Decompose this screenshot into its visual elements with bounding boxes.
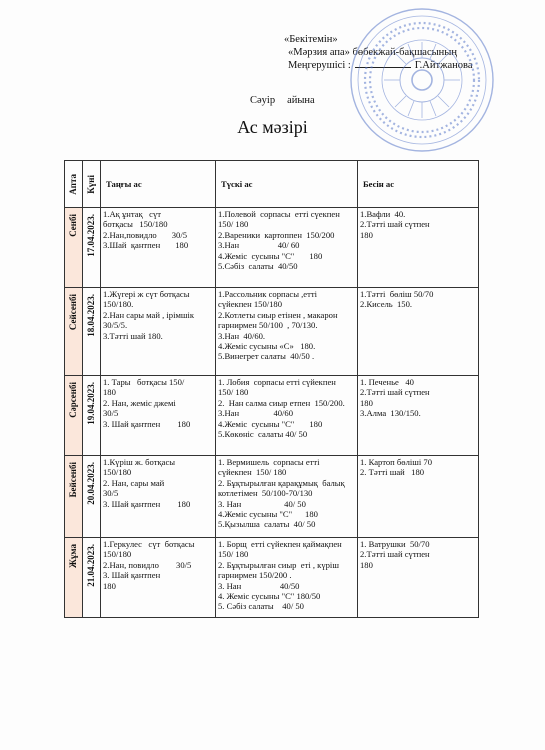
menu-line: 1.Рассольник сорпасы ,етті	[218, 289, 318, 299]
day-cell: Сәрсенбі	[65, 376, 83, 456]
menu-line: 2. Нан салма сиыр етпен 150/200.	[218, 397, 345, 408]
kindergarten-name: «Мәрзия апа» бөбекжай-бақшасының	[288, 47, 457, 58]
menu-line: 180	[360, 397, 373, 408]
menu-line: 3.Шай қантпен 180	[103, 240, 189, 251]
manager-name: Г.Айтжанова	[414, 60, 473, 71]
menu-line: 2. Нан, жеміс джемі	[103, 397, 176, 408]
date-cell: 18.04.2023.	[83, 288, 101, 376]
menu-line: 3.Тәтті шай 180.	[103, 330, 163, 341]
menu-line: 1. Борщ етті сүйекпен қаймақпен	[218, 539, 342, 549]
menu-line: 1. Тары ботқасы 150/	[103, 377, 185, 387]
day-cell: Бейсенбі	[65, 456, 83, 538]
menu-line: 1.Тәтті бөліш 50/70	[360, 289, 434, 299]
menu-line: 2. Бұқтырылған сиыр еті , күріш	[218, 559, 339, 570]
menu-line: сүйекпен 150/ 180	[218, 467, 287, 478]
day-cell: Сейсенбі	[65, 288, 83, 376]
menu-line: 3.Алма 130/150.	[360, 408, 421, 419]
month-line	[250, 95, 315, 106]
menu-line: 2.Нан,повидло 30/5	[103, 229, 188, 240]
menu-line: 3. Нан 40/50	[218, 580, 300, 591]
menu-line: гарнирмен 50/100 , 70/130.	[218, 320, 318, 331]
lunch-cell	[216, 376, 358, 456]
breakfast-cell	[101, 288, 216, 376]
snack-cell	[358, 208, 479, 288]
menu-line: 150/ 180	[218, 549, 249, 560]
breakfast-cell	[101, 456, 216, 538]
menu-line: 180	[103, 387, 116, 398]
menu-line: 180	[360, 559, 373, 570]
menu-line: 4.Жеміс сусыны «С» 180.	[218, 341, 316, 352]
menu-line: 1. Лобия сорпасы етті сүйекпен	[218, 377, 336, 387]
menu-line: 3.Нан 40/60	[218, 408, 294, 419]
date-cell: 21.04.2023.	[83, 538, 101, 618]
menu-line: 1.Вафли 40.	[360, 209, 406, 219]
lunch-cell	[216, 288, 358, 376]
table-row	[65, 376, 479, 456]
menu-line: гарнирмен 150/200 .	[218, 570, 292, 581]
menu-line: 150/ 180	[218, 219, 249, 230]
menu-line: 4.Жеміс сусыны "С" 180	[218, 250, 323, 261]
header-week: Апта	[65, 161, 83, 208]
menu-line: 4.Жеміс сусыны "С" 180	[218, 418, 323, 429]
menu-line: 2.Тәтті шай сүтпен	[360, 387, 430, 398]
menu-line: 5.Винегрет салаты 40/50 .	[218, 351, 315, 362]
menu-line: 30/5/5.	[103, 320, 128, 331]
menu-line: 2.Тәтті шай сүтпен	[360, 549, 430, 560]
menu-line: 1.Полевой сорпасы етті сүекпен	[218, 209, 340, 219]
snack-cell	[358, 376, 479, 456]
breakfast-cell	[101, 208, 216, 288]
menu-line: 30/5	[103, 488, 119, 499]
manager-label: Меңгерушісі :	[288, 60, 351, 71]
header-row	[65, 161, 479, 208]
day-cell: Сенбі	[65, 208, 83, 288]
menu-line: 5.Көкөніс салаты 40/ 50	[218, 429, 308, 440]
menu-line: 3. Нан 40/ 50	[218, 498, 306, 509]
menu-line: 3. Шай қантпен 180	[103, 418, 191, 429]
menu-line: 1. Картоп бөліші 70	[360, 457, 432, 467]
menu-line: 3. Шай қантпен	[103, 570, 161, 581]
menu-table	[64, 160, 479, 618]
menu-line: 2.Тәтті шай сүтпен	[360, 219, 430, 230]
menu-line: 3.Нан 40/60.	[218, 330, 266, 341]
menu-line: 30/5	[103, 408, 119, 419]
menu-line: 5.Сәбіз салаты 40/50	[218, 261, 298, 272]
header-snack: Бесін ас	[358, 161, 479, 208]
menu-line: 4.Жеміс сусыны "С" 180	[218, 509, 318, 520]
date-cell: 19.04.2023.	[83, 376, 101, 456]
table-row	[65, 208, 479, 288]
menu-line: 1.Геркулес сүт ботқасы	[103, 539, 195, 549]
menu-line: 1.Ақ ұнтақ сүт	[103, 209, 162, 219]
breakfast-cell	[101, 538, 216, 618]
menu-line: 4. Жеміс сусыны "С" 180/50	[218, 591, 321, 602]
table-row	[65, 538, 479, 618]
menu-line: 180	[360, 229, 373, 240]
menu-line: 150/180.	[103, 299, 134, 310]
day-cell: Жұма	[65, 538, 83, 618]
menu-line: 5.Қызылша салаты 40/ 50	[218, 519, 316, 530]
snack-cell	[358, 288, 479, 376]
lunch-cell	[216, 208, 358, 288]
menu-line: 2.Кисель 150.	[360, 299, 413, 310]
menu-line: 3. Шай қантпен 180	[103, 498, 191, 509]
menu-line: 150/180	[103, 549, 132, 560]
lunch-cell	[216, 456, 358, 538]
month-name: Сәуір	[250, 95, 276, 106]
menu-line: сүйекпен 150/180	[218, 299, 283, 310]
approval-label: «Бекітемін»	[284, 34, 338, 45]
date-cell: 20.04.2023.	[83, 456, 101, 538]
header-lunch: Түскі ас	[216, 161, 358, 208]
menu-line: 3.Нан 40/ 60	[218, 240, 300, 251]
menu-line: 2.Нан сары май , ірімшік	[103, 309, 195, 320]
date-cell: 17.04.2023.	[83, 208, 101, 288]
page-title: Ас мәзірі	[237, 117, 308, 137]
menu-line: 5. Сәбіз салаты 40/ 50	[218, 601, 304, 612]
table-row	[65, 288, 479, 376]
header-breakfast: Таңғы ас	[101, 161, 216, 208]
menu-line: ботқасы 150/180	[103, 219, 168, 230]
menu-line: 2. Тәтті шай 180	[360, 467, 425, 478]
menu-line: 2. Бұқтырылған қарақұмық балық	[218, 477, 345, 488]
menu-line: 1.Жүгері ж сүт ботқасы	[103, 289, 190, 299]
menu-line: 1. Печенье 40	[360, 377, 414, 387]
menu-line: 1. Вермишель сорпасы етті	[218, 457, 320, 467]
breakfast-cell	[101, 376, 216, 456]
menu-line: 1.Күріш ж. ботқасы	[103, 457, 176, 467]
menu-line: 150/180	[103, 467, 132, 478]
header-day: Күні	[83, 161, 101, 208]
menu-line: 2.Вареники картоппен 150/200	[218, 229, 335, 240]
menu-line: 2.Нан, повидло 30/5	[103, 559, 192, 570]
menu-line: котлетімен 50/100-70/130	[218, 488, 313, 499]
menu-line: 2.Котлеты сиыр етінен , макарон	[218, 309, 338, 320]
table-row	[65, 456, 479, 538]
snack-cell	[358, 456, 479, 538]
menu-line: 150/ 180	[218, 387, 249, 398]
menu-line: 180	[103, 580, 116, 591]
menu-line: 2. Нан, сары май	[103, 477, 165, 488]
snack-cell	[358, 538, 479, 618]
lunch-cell	[216, 538, 358, 618]
month-suffix: айына	[287, 95, 315, 106]
menu-line: 1. Ватрушки 50/70	[360, 539, 430, 549]
